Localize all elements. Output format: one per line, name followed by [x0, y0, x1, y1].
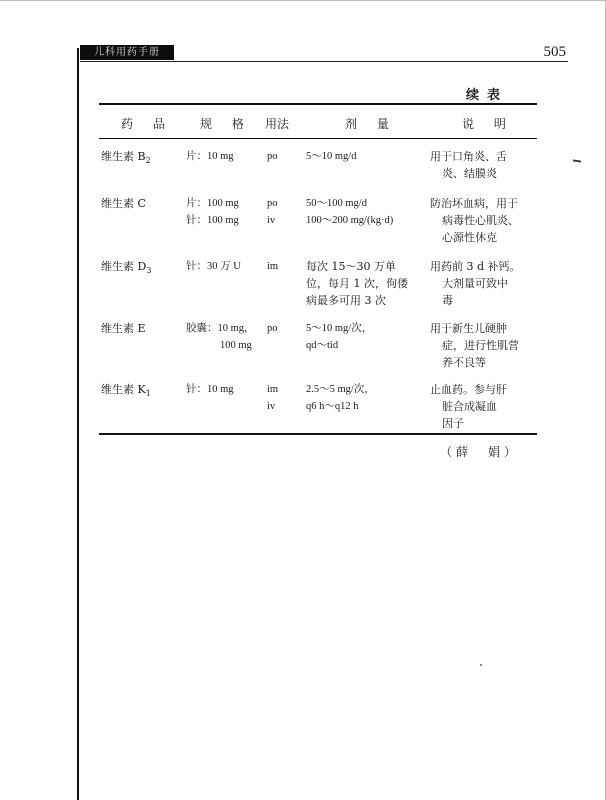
route-value: im — [267, 384, 279, 395]
spec-value: 针：30 万 U — [186, 261, 241, 272]
dose-value: 5～10 mg/次， — [306, 323, 373, 334]
dose-value: 2.5～5 mg/次， — [306, 384, 375, 395]
dose-value: 50～100 mg/d — [306, 198, 367, 209]
route-value: po — [267, 151, 278, 162]
note-text: 用药前 3 d 补钙。 大剂量可致中 毒 — [430, 260, 521, 307]
note-text: 止血药。参与肝 脏合成凝血 因子 — [430, 383, 507, 430]
column-header-route: 用法 — [265, 117, 290, 131]
dose-value: 位，每月 1 次，佝偻 — [306, 277, 408, 290]
route-value: im — [267, 261, 279, 272]
page-spine-line — [77, 48, 79, 800]
drug-name: 维生素 $D_3$ — [101, 260, 152, 276]
note-text: 防治坏血病，用于 病毒性心肌炎、 心源性休克 — [430, 197, 519, 244]
dose-value: q6 h～q12 h — [306, 401, 359, 412]
table-top-rule — [99, 103, 537, 105]
drug-name: 维生素 $B_2$ — [101, 150, 151, 166]
header-rule — [80, 61, 568, 62]
dose-value: 病最多可用 3 次 — [306, 294, 386, 307]
author-credit: （薛 娟） — [440, 445, 521, 459]
drug-name: 维生素 $K_1$ — [101, 383, 151, 399]
dose-value: qd～tid — [306, 340, 339, 351]
dose-value: 5～10 mg/d — [306, 151, 357, 162]
page-top-edge — [0, 0, 606, 1]
dose-value: 每次 15～30 万单 — [306, 260, 396, 273]
spec-value: 片：100 mg — [186, 198, 239, 209]
drug-name: 维生素 E — [101, 322, 146, 335]
drug-name: 维生素 C — [101, 197, 146, 210]
note-text: 用于口角炎、舌 炎、结膜炎 — [430, 150, 507, 180]
spec-value: 胶囊：10 mg， — [186, 323, 255, 334]
column-header-drug: 药 品 — [121, 117, 173, 131]
route-value: iv — [267, 215, 276, 226]
scan-mark — [573, 159, 581, 162]
route-value: iv — [267, 401, 276, 412]
column-header-spec: 规 格 — [200, 117, 252, 131]
table-bottom-rule — [99, 433, 537, 435]
page-number: 505 — [543, 44, 566, 60]
section-tag: 儿科用药手册 — [80, 45, 174, 60]
column-header-note: 说 明 — [462, 117, 514, 131]
column-header-dose: 剂 量 — [345, 117, 397, 131]
spec-value: 针：10 mg — [186, 384, 234, 395]
note-text: 用于新生儿硬肿 症，进行性肌营 养不良等 — [430, 322, 519, 369]
table-header-rule — [99, 138, 537, 139]
spec-value: 片：10 mg — [186, 151, 234, 162]
route-value: po — [267, 198, 278, 209]
continued-label: 续表 — [466, 88, 509, 103]
route-value: po — [267, 323, 278, 334]
spec-value: 100 mg — [220, 340, 252, 351]
spec-value: 针：100 mg — [186, 215, 239, 226]
scan-speck — [480, 664, 482, 666]
dose-value: 100～200 mg/(kg·d) — [306, 215, 394, 226]
